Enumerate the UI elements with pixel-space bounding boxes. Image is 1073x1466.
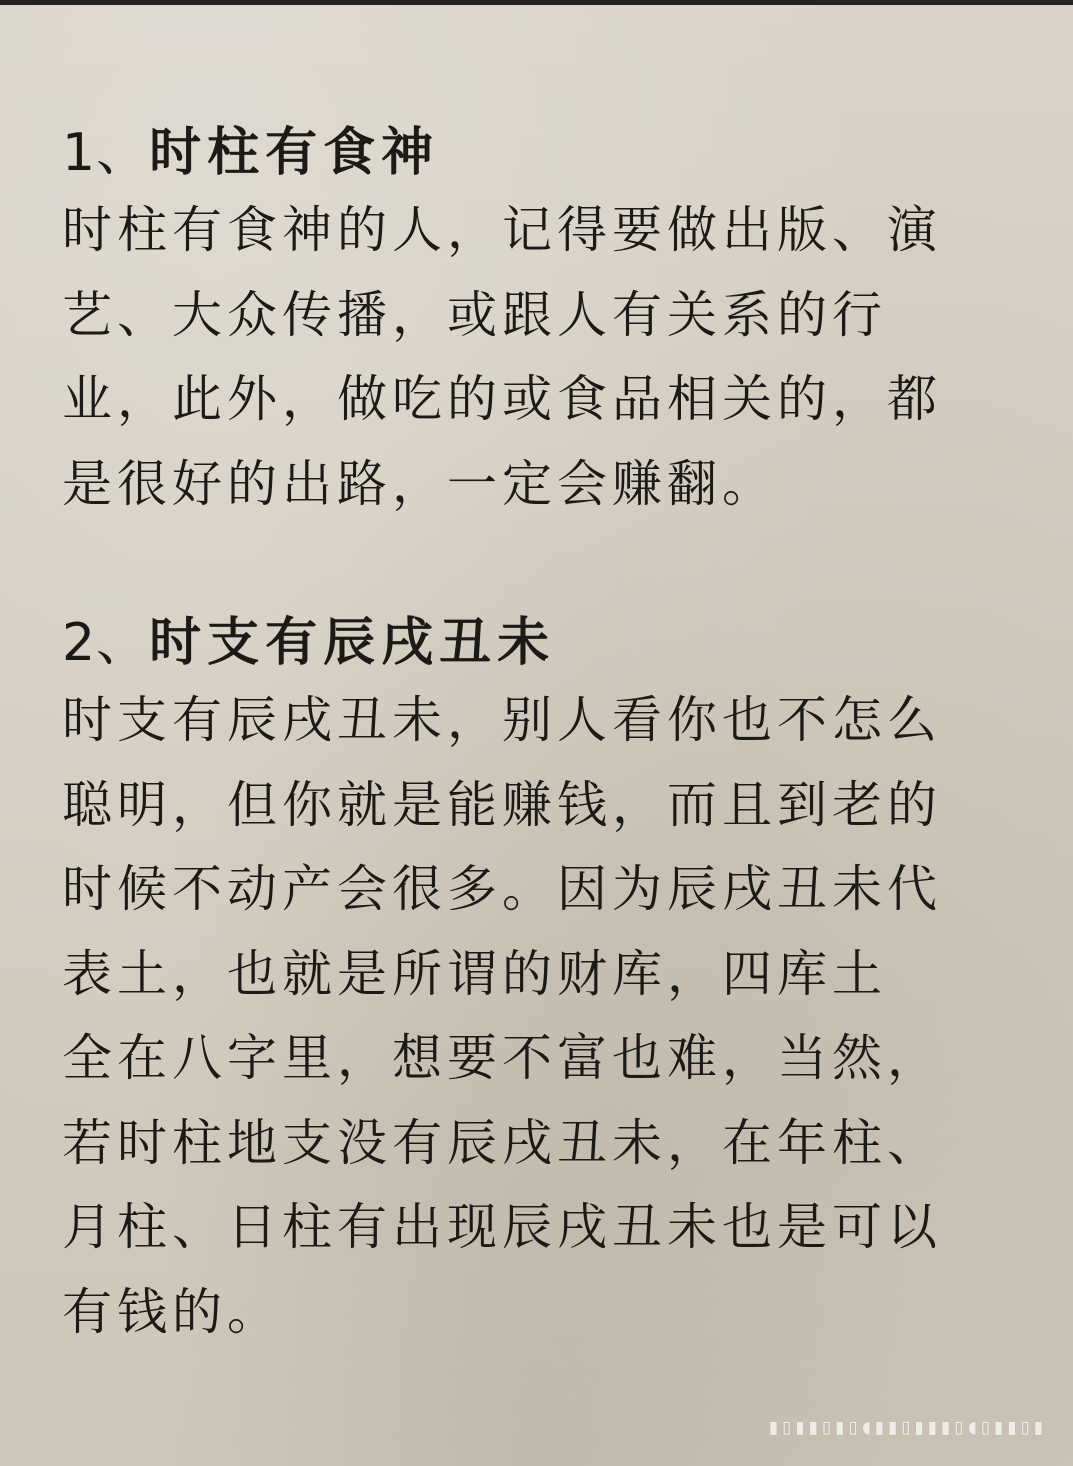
body-text-line: 是很好的出路，一定会赚翻。 — [62, 454, 777, 513]
body-text-line: 时候不动产会很多。因为辰戌丑未代 — [62, 860, 942, 918]
body-text-line: 若时柱地支没有辰戌丑未，在年柱、 — [62, 1113, 942, 1172]
section-heading — [62, 608, 1032, 678]
body-text-line: 全在八字里，想要不富也难，当然， — [62, 1029, 942, 1087]
section-number: 2、 — [62, 613, 150, 673]
article-content — [62, 118, 1032, 1354]
body-text-line: 有钱的。 — [62, 1282, 282, 1341]
section-2 — [62, 608, 1032, 1354]
body-text-line: 表土，也就是所谓的财库，四库土 — [62, 944, 887, 1003]
section-1 — [62, 118, 1032, 526]
section-heading — [62, 118, 1032, 188]
watermark-logo: ▮▯▮▮▯▮▯◖▮▮▯▮▮▮▯◖▯▮▮▯▮ — [766, 1415, 1045, 1440]
body-text-line: 时柱有食神的人，记得要做出版、演 — [62, 201, 942, 259]
body-text-line: 聪明，但你就是能赚钱，而且到老的 — [62, 775, 942, 834]
body-text-line: 艺、大众传播，或跟人有关系的行 — [62, 285, 887, 344]
body-text-line: 月柱、日柱有出现辰戌丑未也是可以 — [62, 1198, 942, 1256]
section-title: 时支有辰戌丑未 — [149, 612, 556, 673]
top-border — [0, 0, 1073, 5]
section-number: 1、 — [62, 123, 150, 183]
section-title: 时柱有食神 — [149, 122, 440, 183]
body-text-line: 时支有辰戌丑未，别人看你也不怎么 — [62, 691, 942, 749]
body-text-line: 业，此外，做吃的或食品相关的，都 — [62, 370, 942, 428]
